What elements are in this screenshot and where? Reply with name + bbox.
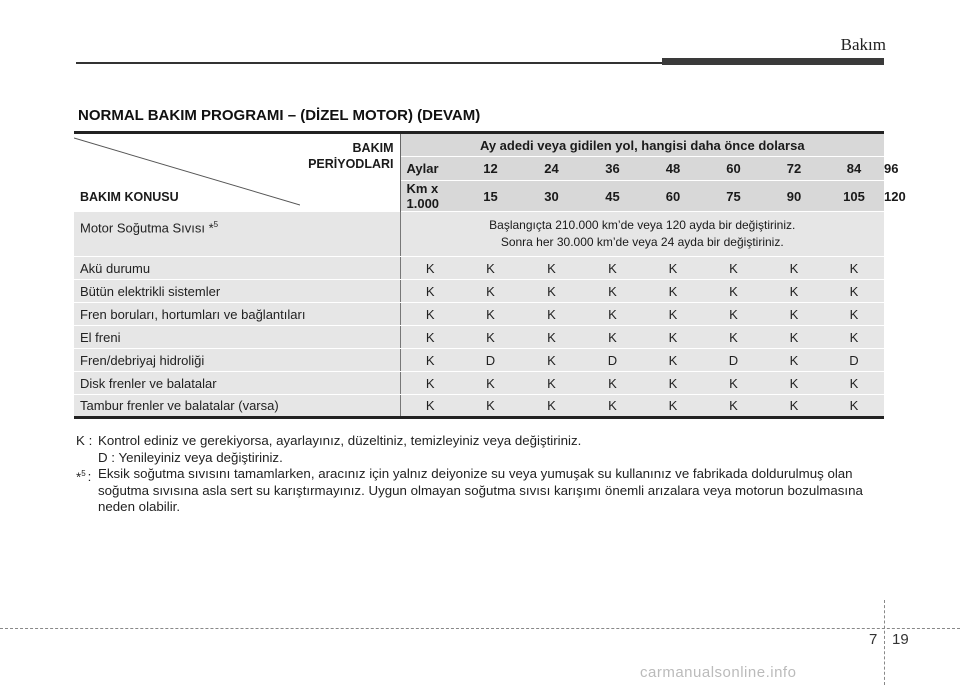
coolant-footnote-mark: 5 <box>213 219 219 229</box>
table-row <box>74 303 884 326</box>
months-cell-84: 84 <box>824 157 884 181</box>
coolant-item-label <box>74 212 400 257</box>
interval-action-cell: K <box>460 303 521 326</box>
corner-subject-label: BAKIM KONUSU <box>80 189 179 204</box>
interval-action-cell: K <box>643 257 703 280</box>
note-d-indent <box>76 450 98 467</box>
watermark: carmanualsonline.info <box>640 664 797 681</box>
km-cell-90: 90 <box>764 181 824 212</box>
interval-action-cell: K <box>582 395 643 418</box>
chapter-number: 7 <box>869 631 878 648</box>
months-cell-60: 60 <box>703 157 764 181</box>
corner-periods-label <box>308 140 393 172</box>
interval-action-cell: K <box>400 280 460 303</box>
interval-action-cell: K <box>460 280 521 303</box>
interval-action-cell: K <box>521 280 582 303</box>
item-label: Fren/debriyaj hidroliği <box>74 349 400 372</box>
note-k-text: Kontrol ediniz ve gerekiyorsa, ayarlayınız, düzeltiniz, temizleyiniz veya değiştiriniz. <box>98 433 582 448</box>
months-cell-72: 72 <box>764 157 824 181</box>
interval-action-cell: K <box>703 280 764 303</box>
table-row <box>74 326 884 349</box>
months-cell-48: 48 <box>643 157 703 181</box>
interval-action-cell: K <box>582 372 643 395</box>
item-label: El freni <box>74 326 400 349</box>
interval-action-cell: K <box>521 395 582 418</box>
item-label: Tambur frenler ve balatalar (varsa) <box>74 395 400 418</box>
interval-action-cell: K <box>703 372 764 395</box>
months-cell-12: 12 <box>460 157 521 181</box>
interval-action-cell: K <box>582 257 643 280</box>
header-bar <box>662 58 884 65</box>
interval-action-cell: K <box>582 326 643 349</box>
coolant-interval-note <box>400 212 884 257</box>
interval-action-cell: K <box>460 326 521 349</box>
interval-action-cell: K <box>460 372 521 395</box>
interval-action-cell: K <box>764 280 824 303</box>
interval-action-cell: K <box>521 257 582 280</box>
interval-action-cell: K <box>764 303 824 326</box>
months-cell-24: 24 <box>521 157 582 181</box>
interval-action-cell: D <box>460 349 521 372</box>
interval-action-cell: K <box>764 372 824 395</box>
interval-action-cell: K <box>643 326 703 349</box>
table-row <box>74 257 884 280</box>
months-label: Aylar <box>400 157 460 181</box>
interval-action-cell: K <box>400 326 460 349</box>
interval-action-cell: K <box>582 303 643 326</box>
interval-action-cell: K <box>764 349 824 372</box>
interval-action-cell: K <box>400 257 460 280</box>
interval-action-cell: K <box>643 280 703 303</box>
interval-action-cell: K <box>521 349 582 372</box>
note-d <box>76 450 886 467</box>
note-star-key <box>76 466 98 516</box>
item-label: Bütün elektrikli sistemler <box>74 280 400 303</box>
interval-action-cell: K <box>643 372 703 395</box>
header-title: Bakım <box>840 35 886 54</box>
note-k-key: K : <box>76 433 93 448</box>
table-row <box>74 372 884 395</box>
table-row <box>74 349 884 372</box>
interval-action-cell: K <box>703 395 764 418</box>
km-cell-45: 45 <box>582 181 643 212</box>
interval-action-cell: K <box>824 372 884 395</box>
item-label: Disk frenler ve balatalar <box>74 372 400 395</box>
item-label: Akü durumu <box>74 257 400 280</box>
interval-action-cell: K <box>643 349 703 372</box>
months-cell-36: 36 <box>582 157 643 181</box>
interval-action-cell: K <box>460 395 521 418</box>
interval-action-cell: K <box>643 395 703 418</box>
table-row <box>74 395 884 418</box>
note-star-text: Eksik soğutma sıvısını tamamlarken, aracınız için yalnız deiyonize su veya yumuşak su kullanınız ve fabrikada doldurulmuş olan soğutma sıvısına asla sert su karıştırmayınız. Uygun olmayan soğutma sıvısı karışımı önemli arızalara veya motorun bozulmasına neden olabilir. <box>98 466 863 514</box>
coolant-note-line1: Başlangıçta 210.000 km’de veya 120 ayda bir değiştiriniz. <box>489 218 796 232</box>
interval-span-header: Ay adedi veya gidilen yol, hangisi daha önce dolarsa <box>400 133 884 157</box>
km-cell-30: 30 <box>521 181 582 212</box>
interval-action-cell: K <box>521 326 582 349</box>
interval-action-cell: K <box>703 257 764 280</box>
interval-action-cell: K <box>521 372 582 395</box>
item-label: Fren boruları, hortumları ve bağlantıları <box>74 303 400 326</box>
table-corner-header <box>74 133 400 212</box>
interval-action-cell: K <box>824 280 884 303</box>
section-title: NORMAL BAKIM PROGRAMI – (DİZEL MOTOR) (DEVAM) <box>78 107 481 124</box>
interval-action-cell: D <box>703 349 764 372</box>
note-star-asterisk: * <box>76 469 82 485</box>
km-cell-15: 15 <box>460 181 521 212</box>
interval-action-cell: K <box>400 372 460 395</box>
interval-action-cell: K <box>764 257 824 280</box>
interval-action-cell: K <box>764 326 824 349</box>
interval-action-cell: K <box>400 303 460 326</box>
interval-action-cell: K <box>400 349 460 372</box>
interval-action-cell: K <box>764 395 824 418</box>
interval-action-cell: K <box>703 303 764 326</box>
page-number: 19 <box>892 631 909 648</box>
footer-rule <box>0 628 960 629</box>
km-cell-60: 60 <box>643 181 703 212</box>
interval-action-cell: D <box>824 349 884 372</box>
interval-action-cell: K <box>643 303 703 326</box>
interval-action-cell: K <box>521 303 582 326</box>
note-d-text: D : Yenileyiniz veya değiştiriniz. <box>98 449 283 465</box>
interval-action-cell: D <box>582 349 643 372</box>
interval-action-cell: K <box>460 257 521 280</box>
footer-divider <box>884 600 885 685</box>
table-row <box>74 280 884 303</box>
interval-action-cell: K <box>400 395 460 418</box>
km-cell-105: 105 <box>824 181 884 212</box>
maintenance-table: BAKIM PERİYODLARI BAKIM KONUSU Ay adedi veya gidilen yol, hangisi daha önce dolarsa Aylar 12 24 36 48 60 72 84 96 Km x 1.000 15 30 45 60 75 90 105 120 Motor Soğutma Sıvısı *$^5$ Başlangıçta 210.000 km’de veya 120 ayda bir değiştiriniz. Sonra her 30.000 km’de veya 24 ayda bir değiştiriniz. Akü durumu K K K K K K K K Bütün elektrikli sistemler K K K K K K K K Fren boruları, hortumları ve bağlantıları K K K K K K K K El freni K K K K K K K K Fren/debriyaj hidroliği K D K D K D K D Disk frenler ve balatalar K K K K K K K K Tambur frenler ve balatalar (varsa) K K K K K K K K <box>74 131 884 419</box>
coolant-label-text: Motor Soğutma Sıvısı * <box>80 219 214 235</box>
note-star-sup: 5 <box>81 469 86 478</box>
note-star-colon: : <box>87 469 92 485</box>
interval-action-cell: K <box>703 326 764 349</box>
coolant-note-line2: Sonra her 30.000 km’de veya 24 ayda bir değiştiriniz. <box>500 235 784 249</box>
corner-periods-line2: PERİYODLARI <box>308 157 394 171</box>
legend-notes <box>76 433 886 516</box>
note-star <box>76 466 886 516</box>
interval-action-cell: K <box>824 395 884 418</box>
km-cell-75: 75 <box>703 181 764 212</box>
interval-action-cell: K <box>824 326 884 349</box>
interval-action-cell: K <box>824 257 884 280</box>
header-rule <box>76 62 662 64</box>
note-k <box>76 433 886 450</box>
interval-action-cell: K <box>582 280 643 303</box>
interval-action-cell: K <box>824 303 884 326</box>
corner-periods-line1: BAKIM <box>352 141 394 155</box>
km-label: Km x 1.000 <box>400 181 460 212</box>
